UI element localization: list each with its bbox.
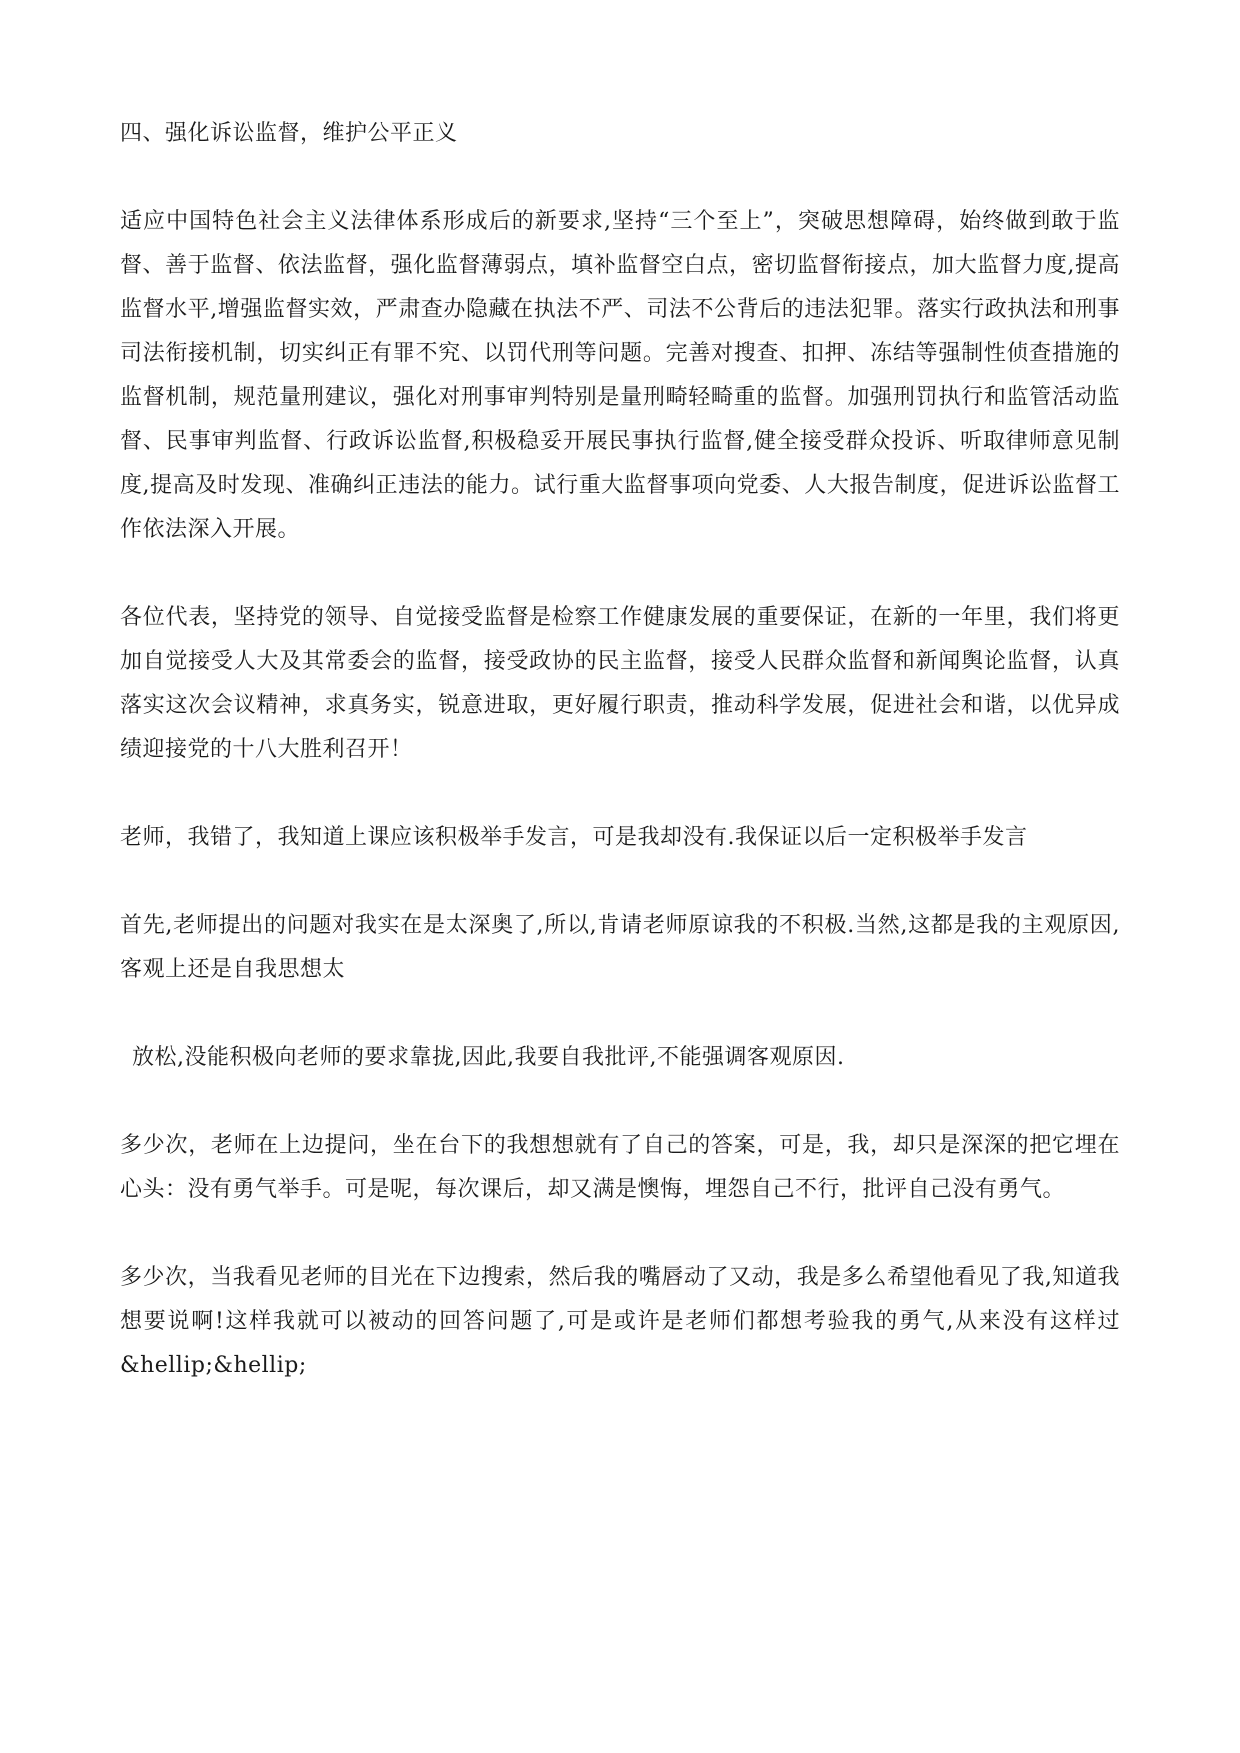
section-heading: 四、强化诉讼监督，维护公平正义 xyxy=(120,121,458,146)
paragraph-no-courage: 多少次，老师在上边提问，坐在台下的我想想就有了自己的答案，可是，我，却只是深深的把它埋在心头：没有勇气举手。可是呢，每次课后，却又满是懊悔，埋怨自己不行，批评自己没有勇气。 xyxy=(120,1133,1120,1202)
paragraph-self-criticism: 放松,没能积极向老师的要求靠拢,因此,我要自我批评,不能强调客观原因. xyxy=(132,1045,845,1070)
paragraph-apology: 老师，我错了，我知道上课应该积极举手发言，可是我却没有.我保证以后一定积极举手发言 xyxy=(120,825,1028,850)
document-body xyxy=(120,112,1120,1388)
paragraph-teacher-gaze: 多少次，当我看见老师的目光在下边搜索，然后我的嘴唇动了又动，我是多么希望他看见了我,知道我想要说啊!这样我就可以被动的回答问题了,可是或许是老师们都想考验我的勇气,从来没有这样过&hellip;&hellip; xyxy=(120,1265,1120,1378)
paragraph-reason: 首先,老师提出的问题对我实在是太深奥了,所以,肯请老师原谅我的不积极.当然,这都是我的主观原因,客观上还是自我思想太 xyxy=(120,913,1120,982)
paragraph-litigation-supervision: 适应中国特色社会主义法律体系形成后的新要求,坚持“三个至上”，突破思想障碍，始终做到敢于监督、善于监督、依法监督，强化监督薄弱点，填补监督空白点，密切监督衔接点，加大监督力度,提高监督水平,增强监督实效，严肃查办隐藏在执法不严、司法不公背后的违法犯罪。落实行政执法和刑事司法衔接机制，切实纠正有罪不究、以罚代刑等问题。完善对搜查、扣押、冻结等强制性侦查措施的监督机制，规范量刑建议，强化对刑事审判特别是量刑畸轻畸重的监督。加强刑罚执行和监管活动监督、民事审判监督、行政诉讼监督,积极稳妥开展民事执行监督,健全接受群众投诉、听取律师意见制度,提高及时发现、准确纠正违法的能力。试行重大监督事项向党委、人大报告制度，促进诉讼监督工作依法深入开展。 xyxy=(120,209,1120,542)
paragraph-closing-remarks: 各位代表，坚持党的领导、自觉接受监督是检察工作健康发展的重要保证，在新的一年里，我们将更加自觉接受人大及其常委会的监督，接受政协的民主监督，接受人民群众监督和新闻舆论监督，认真落实这次会议精神，求真务实，锐意进取，更好履行职责，推动科学发展，促进社会和谐，以优异成绩迎接党的十八大胜利召开！ xyxy=(120,605,1120,762)
